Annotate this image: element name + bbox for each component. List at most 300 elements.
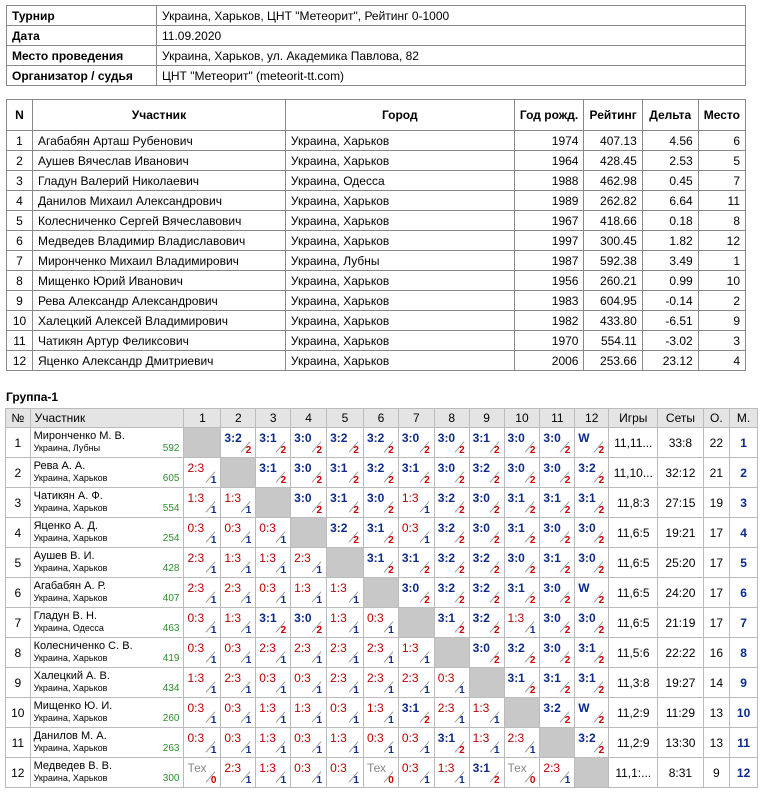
- match-result-cell: [504, 728, 540, 758]
- participant-number: 10: [7, 311, 33, 331]
- match-result: [291, 428, 326, 457]
- match-result-cell: [504, 608, 540, 638]
- match-points: 1: [424, 745, 430, 756]
- match-points: 1: [210, 475, 217, 486]
- match-score: 0:3: [401, 761, 419, 775]
- match-result-cell: [504, 458, 540, 488]
- match-score: 1:3: [330, 731, 347, 745]
- participant-name: Мищенко Юрий Иванович: [32, 271, 285, 291]
- info-label: Турнир: [7, 6, 157, 26]
- match-result: [327, 758, 363, 787]
- match-result: [184, 458, 220, 487]
- match-score: 2:3: [224, 761, 242, 775]
- match-result: [221, 638, 255, 667]
- grid-place: 6: [730, 578, 758, 608]
- participant-name: Агабабян Арташ Рубенович: [32, 131, 285, 151]
- participant-rating: 592.38: [584, 251, 642, 271]
- match-points: 1: [316, 655, 323, 666]
- grid-player-city: Украина, Харьков: [33, 773, 108, 783]
- match-score: 0:3: [294, 671, 311, 685]
- match-result-cell: [184, 518, 221, 548]
- grid-row: [6, 518, 758, 548]
- match-result-cell: [575, 638, 609, 668]
- participant-row: [7, 351, 746, 371]
- match-result-cell: [256, 698, 291, 728]
- match-result: [470, 638, 504, 667]
- info-value: Украина, Харьков, ул. Академика Павлова, 82: [157, 46, 746, 66]
- participant-number: 1: [7, 131, 33, 151]
- info-value: Украина, Харьков, ЦНТ "Метеорит", Рейтинг 0-1000: [157, 6, 746, 26]
- match-result: [221, 668, 255, 697]
- match-score: 2:3: [187, 551, 205, 565]
- grid-player-name: Аушев В. И.: [33, 550, 95, 562]
- grid-player-name: Мищенко Ю. И.: [33, 700, 113, 712]
- match-result: [540, 458, 574, 487]
- grid-row: [6, 668, 758, 698]
- match-score: 2:3: [507, 731, 525, 745]
- participant-place: 2: [698, 291, 745, 311]
- match-score: 3:2: [578, 731, 596, 745]
- match-score: 3:0: [543, 521, 561, 535]
- grid-sets: 32:12: [658, 458, 703, 488]
- match-result: [184, 578, 220, 607]
- grid-player-cell: [30, 458, 184, 488]
- match-result-cell: [291, 578, 327, 608]
- participant-row: [7, 231, 746, 251]
- participant-place: 9: [698, 311, 745, 331]
- match-result-cell: [291, 548, 327, 578]
- match-result-cell: [363, 668, 398, 698]
- match-result-cell: [504, 638, 540, 668]
- match-result-cell: [221, 548, 256, 578]
- participant-number: 11: [7, 331, 33, 351]
- grid-place: 2: [730, 458, 758, 488]
- match-points: 1: [210, 505, 217, 516]
- grid-games: 11,2:9: [609, 698, 658, 728]
- participant-birth-year: 1987: [514, 251, 584, 271]
- participant-birth-year: 1983: [514, 291, 584, 311]
- participant-delta: -0.14: [642, 291, 698, 311]
- match-result-cell: [575, 608, 609, 638]
- grid-row-number: 6: [6, 578, 31, 608]
- match-points: 2: [424, 445, 430, 456]
- participant-delta: 23.12: [642, 351, 698, 371]
- match-points: 1: [424, 685, 430, 696]
- match-score: 1:3: [472, 731, 490, 745]
- match-score: 3:1: [543, 491, 561, 505]
- match-score: W: [578, 701, 590, 715]
- match-result: [435, 518, 469, 547]
- match-result-cell: [398, 488, 434, 518]
- match-score: 2:3: [366, 641, 384, 655]
- grid-row-number: 8: [6, 638, 31, 668]
- grid-points: 17: [703, 518, 730, 548]
- match-points: 1: [493, 745, 500, 756]
- grid-games: 11,11...: [609, 428, 658, 458]
- participant-place: 10: [698, 271, 745, 291]
- match-result: [256, 728, 290, 757]
- match-points: 1: [388, 685, 394, 696]
- match-points: 2: [529, 475, 536, 486]
- match-points: 1: [245, 745, 252, 756]
- grid-sets: 21:19: [658, 608, 703, 638]
- match-result: [575, 548, 608, 577]
- match-result: [399, 638, 434, 667]
- match-points: 2: [459, 595, 465, 606]
- grid-header-opponent: 6: [363, 409, 398, 428]
- grid-header-opponent: 9: [469, 409, 504, 428]
- grid-points: 17: [703, 608, 730, 638]
- match-score: 3:2: [507, 641, 525, 655]
- grid-header-place: М.: [730, 409, 758, 428]
- match-result: [435, 608, 469, 637]
- grid-player-cell: [30, 518, 184, 548]
- grid-place: 7: [730, 608, 758, 638]
- match-score: 3:1: [330, 461, 348, 475]
- match-score: 3:1: [366, 551, 385, 565]
- grid-row: [6, 578, 758, 608]
- match-points: 1: [245, 625, 252, 636]
- match-result-cell: [469, 698, 504, 728]
- grid-games: 11,3:8: [609, 668, 658, 698]
- match-points: 1: [245, 595, 252, 606]
- grid-player-cell: [30, 428, 184, 458]
- participant-row: [7, 291, 746, 311]
- match-result: [221, 578, 255, 607]
- match-result-cell: [398, 518, 434, 548]
- grid-player-city: Украина, Харьков: [33, 713, 108, 723]
- match-result: [256, 668, 290, 697]
- match-result-cell: [540, 458, 575, 488]
- match-score: 3:1: [472, 761, 490, 775]
- match-result: [184, 608, 220, 637]
- participant-delta: -3.02: [642, 331, 698, 351]
- match-points: 2: [598, 445, 605, 456]
- match-score: 0:3: [224, 641, 242, 655]
- grid-sets: 27:15: [658, 488, 703, 518]
- grid-row-number: 11: [6, 728, 31, 758]
- match-result: [327, 518, 363, 547]
- match-result: [221, 428, 255, 457]
- match-score: 3:2: [437, 521, 456, 535]
- match-points: 2: [493, 625, 500, 636]
- match-result-cell: [469, 518, 504, 548]
- match-points: 1: [280, 655, 287, 666]
- match-points: 2: [424, 565, 430, 576]
- match-result-cell: [327, 638, 364, 668]
- match-result: [470, 758, 504, 787]
- match-score: 2:3: [330, 671, 347, 685]
- match-points: 1: [353, 745, 359, 756]
- match-result-cell: [434, 728, 469, 758]
- match-score: 2:3: [259, 641, 276, 655]
- match-result: [256, 758, 290, 787]
- participant-name: Данилов Михаил Александрович: [32, 191, 285, 211]
- match-points: 2: [388, 445, 394, 456]
- match-result: [575, 578, 608, 607]
- participant-row: [7, 211, 746, 231]
- match-result-cell: [256, 758, 291, 788]
- grid-diagonal-cell: [363, 578, 398, 608]
- match-score: 0:3: [366, 731, 384, 745]
- grid-player-name: Миронченко М. В.: [33, 430, 125, 442]
- match-score: Тех: [507, 761, 527, 775]
- participant-place: 1: [698, 251, 745, 271]
- match-score: 3:2: [366, 461, 385, 475]
- match-score: 3:1: [507, 491, 525, 505]
- grid-player-rating: 407: [162, 593, 180, 604]
- match-result: [470, 578, 504, 607]
- match-score: 1:3: [259, 731, 276, 745]
- match-result-cell: [221, 578, 256, 608]
- match-result: [575, 488, 608, 517]
- grid-points: 16: [703, 638, 730, 668]
- grid-points: 17: [703, 548, 730, 578]
- tournament-info-table: [6, 5, 746, 86]
- match-score: 3:0: [543, 641, 561, 655]
- match-result: [575, 608, 608, 637]
- match-result-cell: [327, 518, 364, 548]
- match-points: 1: [316, 595, 323, 606]
- match-points: 1: [316, 565, 323, 576]
- grid-points: 21: [703, 458, 730, 488]
- grid-player-cell: [30, 758, 184, 788]
- grid-row: [6, 428, 758, 458]
- info-label: Место проведения: [7, 46, 157, 66]
- match-score: 3:1: [578, 671, 596, 685]
- match-points: 2: [353, 445, 359, 456]
- match-result: [470, 698, 504, 727]
- grid-row-number: 5: [6, 548, 31, 578]
- match-result: [399, 728, 434, 757]
- match-result-cell: [221, 608, 256, 638]
- participant-row: [7, 271, 746, 291]
- participant-number: 4: [7, 191, 33, 211]
- match-result-cell: [540, 608, 575, 638]
- match-score: 3:1: [507, 521, 525, 535]
- match-result-cell: [398, 698, 434, 728]
- match-points: 1: [280, 565, 287, 576]
- match-score: 3:0: [437, 431, 456, 445]
- match-result-cell: [184, 638, 221, 668]
- match-points: 2: [598, 565, 605, 576]
- grid-points: 14: [703, 668, 730, 698]
- grid-player-name: Рева А. А.: [33, 460, 86, 472]
- match-score: 3:0: [472, 491, 490, 505]
- match-result: [470, 488, 504, 517]
- match-result: [470, 728, 504, 757]
- participant-number: 7: [7, 251, 33, 271]
- match-points: 0: [210, 775, 217, 786]
- match-score: 3:2: [330, 431, 348, 445]
- grid-games: 11,2:9: [609, 728, 658, 758]
- match-result-cell: [256, 428, 291, 458]
- match-result: [470, 608, 504, 637]
- match-result-cell: [291, 698, 327, 728]
- match-result-cell: [256, 638, 291, 668]
- match-score: 3:2: [437, 581, 456, 595]
- grid-header-num: №: [6, 409, 31, 428]
- match-points: 2: [529, 685, 536, 696]
- grid-row-number: 12: [6, 758, 31, 788]
- participant-birth-year: 1967: [514, 211, 584, 231]
- match-result-cell: [184, 488, 221, 518]
- grid-place: 10: [730, 698, 758, 728]
- match-result: [435, 458, 469, 487]
- grid-player-cell: [30, 668, 184, 698]
- participant-delta: 3.49: [642, 251, 698, 271]
- match-result: [540, 518, 574, 547]
- match-result-cell: [256, 608, 291, 638]
- participant-birth-year: 1956: [514, 271, 584, 291]
- match-points: 1: [388, 715, 394, 726]
- grid-games: 11,8:3: [609, 488, 658, 518]
- match-score: Тех: [187, 761, 207, 775]
- participant-place: 6: [698, 131, 745, 151]
- grid-row-number: 7: [6, 608, 31, 638]
- col-header-birth-year: Год рожд.: [514, 100, 584, 131]
- match-points: 1: [353, 595, 359, 606]
- participant-delta: 0.99: [642, 271, 698, 291]
- match-result: [291, 458, 326, 487]
- grid-diagonal-cell: [291, 518, 327, 548]
- match-result: [505, 608, 540, 637]
- grid-diagonal-cell: [469, 668, 504, 698]
- match-result-cell: [575, 548, 609, 578]
- match-result: [291, 698, 326, 727]
- match-result: [364, 698, 398, 727]
- grid-sets: 24:20: [658, 578, 703, 608]
- match-score: 3:2: [330, 521, 348, 535]
- match-score: 0:3: [259, 521, 276, 535]
- match-points: 1: [280, 535, 287, 546]
- match-result-cell: [540, 698, 575, 728]
- participant-rating: 260.21: [584, 271, 642, 291]
- grid-header-player: Участник: [30, 409, 184, 428]
- grid-player-city: Украина, Харьков: [33, 473, 108, 483]
- participant-name: Миронченко Михаил Владимирович: [32, 251, 285, 271]
- grid-games: 11,6:5: [609, 518, 658, 548]
- match-result-cell: [221, 758, 256, 788]
- grid-player-city: Украина, Харьков: [33, 563, 108, 573]
- match-result-cell: [504, 488, 540, 518]
- grid-player-city: Украина, Одесса: [33, 623, 104, 633]
- participant-delta: 2.53: [642, 151, 698, 171]
- grid-row-number: 9: [6, 668, 31, 698]
- match-result-cell: [221, 698, 256, 728]
- match-result: [575, 518, 608, 547]
- match-result: [540, 758, 574, 787]
- participant-number: 3: [7, 171, 33, 191]
- match-result: [291, 668, 326, 697]
- match-result-cell: [327, 758, 364, 788]
- match-score: 3:2: [437, 491, 456, 505]
- participant-name: Халецкий Алексей Владимирович: [32, 311, 285, 331]
- match-score: 1:3: [401, 491, 419, 505]
- info-value: 11.09.2020: [157, 26, 746, 46]
- match-result: [327, 668, 363, 697]
- match-points: 2: [424, 595, 430, 606]
- grid-player-rating: 554: [162, 503, 180, 514]
- match-result: [327, 698, 363, 727]
- match-score: 3:0: [366, 491, 385, 505]
- match-score: 3:0: [437, 461, 456, 475]
- match-score: 0:3: [294, 731, 311, 745]
- match-result: [505, 668, 540, 697]
- match-points: 1: [353, 775, 359, 786]
- match-result: [540, 548, 574, 577]
- match-result: [364, 428, 398, 457]
- participant-number: 9: [7, 291, 33, 311]
- match-result-cell: [221, 728, 256, 758]
- participant-rating: 554.11: [584, 331, 642, 351]
- match-score: 2:3: [437, 701, 455, 715]
- grid-player-name: Медведев В. В.: [33, 760, 113, 772]
- grid-diagonal-cell: [540, 728, 575, 758]
- grid-points: 9: [703, 758, 730, 788]
- match-points: 2: [353, 475, 359, 486]
- match-points: 2: [564, 565, 571, 576]
- match-result: [575, 698, 608, 727]
- match-points: 2: [598, 745, 605, 756]
- match-points: 2: [316, 505, 323, 516]
- grid-player-name: Гладун В. Н.: [33, 610, 97, 622]
- grid-player-city: Украина, Харьков: [33, 683, 108, 693]
- match-score: 3:1: [437, 611, 456, 625]
- match-points: 1: [424, 775, 430, 786]
- match-points: 2: [493, 595, 500, 606]
- participant-row: [7, 331, 746, 351]
- match-score: 1:3: [224, 551, 242, 565]
- participant-birth-year: 1970: [514, 331, 584, 351]
- match-result-cell: [469, 578, 504, 608]
- match-result-cell: [256, 458, 291, 488]
- participant-delta: 0.45: [642, 171, 698, 191]
- match-result-cell: [398, 638, 434, 668]
- grid-player-name: Агабабян А. Р.: [33, 580, 106, 592]
- match-points: 2: [529, 445, 536, 456]
- grid-player-cell: [30, 608, 184, 638]
- match-points: 2: [459, 565, 465, 576]
- match-result: [505, 518, 540, 547]
- match-score: 1:3: [187, 491, 205, 505]
- match-result: [505, 458, 540, 487]
- match-result: [364, 458, 398, 487]
- match-score: 3:2: [543, 701, 561, 715]
- participant-city: Украина, Харьков: [285, 231, 514, 251]
- match-result: [327, 578, 363, 607]
- match-score: 2:3: [294, 641, 311, 655]
- match-points: 1: [245, 565, 252, 576]
- match-result: [399, 428, 434, 457]
- match-points: 2: [353, 505, 359, 516]
- match-result-cell: [363, 728, 398, 758]
- match-score: 3:0: [578, 611, 596, 625]
- match-result-cell: [398, 458, 434, 488]
- match-result-cell: [540, 578, 575, 608]
- match-result: [327, 608, 363, 637]
- match-result-cell: [434, 698, 469, 728]
- match-result: [221, 608, 255, 637]
- grid-player-rating: 428: [162, 563, 180, 574]
- participant-rating: 604.95: [584, 291, 642, 311]
- match-result-cell: [184, 578, 221, 608]
- grid-player-rating: 254: [162, 533, 180, 544]
- match-result-cell: [291, 758, 327, 788]
- grid-player-cell: [30, 488, 184, 518]
- match-score: 3:1: [578, 641, 596, 655]
- grid-diagonal-cell: [327, 548, 364, 578]
